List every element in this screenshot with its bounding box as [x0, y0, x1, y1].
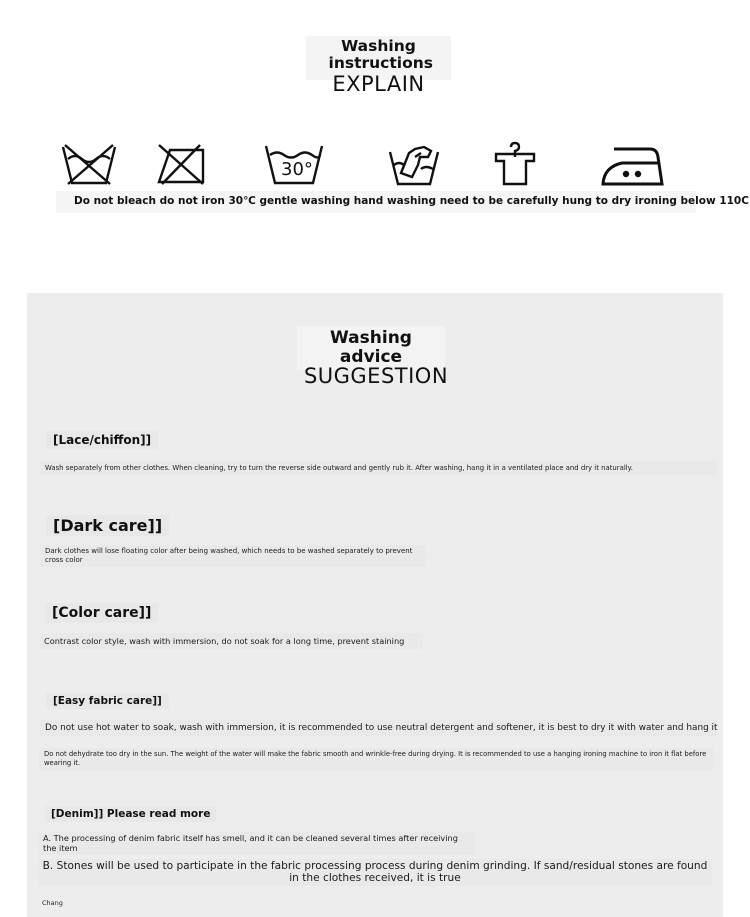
svg-text:30°: 30°: [281, 159, 313, 180]
dark-heading: [Dark care]]: [46, 515, 169, 536]
instructions-title: Washing instructions: [328, 37, 433, 72]
do-not-iron-icon: [156, 142, 206, 186]
easy-text-1: Do not use hot water to soak, wash with immersion, it is recommended to use neutral detergent and softener, it is best to dry it with water and hang it: [40, 720, 717, 736]
hand-wash-icon: [387, 143, 441, 187]
denim-text-c: Chang: [42, 899, 63, 907]
denim-text-a: A. The processing of denim fabric itself has smell, and it can be cleaned several times after receiving the item: [38, 832, 475, 855]
denim-heading: [Denim]] Please read more: [45, 806, 216, 822]
color-text: Contrast color style, wash with immersion, do not soak for a long time, prevent staining: [40, 633, 423, 649]
hang-dry-icon: [494, 141, 536, 186]
wash-30-icon: [263, 143, 325, 187]
advice-subtitle: SUGGESTION: [303, 364, 449, 388]
easy-text-2: Do not dehydrate too dry in the sun. The weight of the water will make the fabric smooth and wrinkle-free during drying. It is recommended to use a hanging ironing machine to iron it flat before wearing it.: [39, 748, 714, 770]
lace-text: Wash separately from other clothes. When cleaning, try to turn the reverse side outward and gently rub it. After washing, hang it in a ventilated place and dry it naturally.: [40, 461, 718, 475]
instructions-caption: Do not bleach do not iron 30℃ gentle washing hand washing need to be carefully hung to dry ironing below 110C: [74, 195, 749, 207]
advice-title: Washing advice: [330, 328, 412, 367]
do-not-bleach-icon: [60, 142, 118, 186]
iron-low-icon: [600, 145, 666, 187]
dark-text: Dark clothes will lose floating color after being washed, which needs to be washed separately to prevent cross color: [40, 545, 426, 567]
color-heading: [Color care]]: [45, 603, 158, 623]
easy-heading: [Easy fabric care]]: [46, 693, 169, 709]
instructions-subtitle: EXPLAIN: [332, 72, 425, 96]
denim-text-b: B. Stones will be used to participate in the fabric processing process during denim grinding. If sand/residual stones are found in the clothes received, it is true: [38, 859, 712, 886]
lace-heading: [Lace/chiffon]]: [46, 431, 158, 449]
